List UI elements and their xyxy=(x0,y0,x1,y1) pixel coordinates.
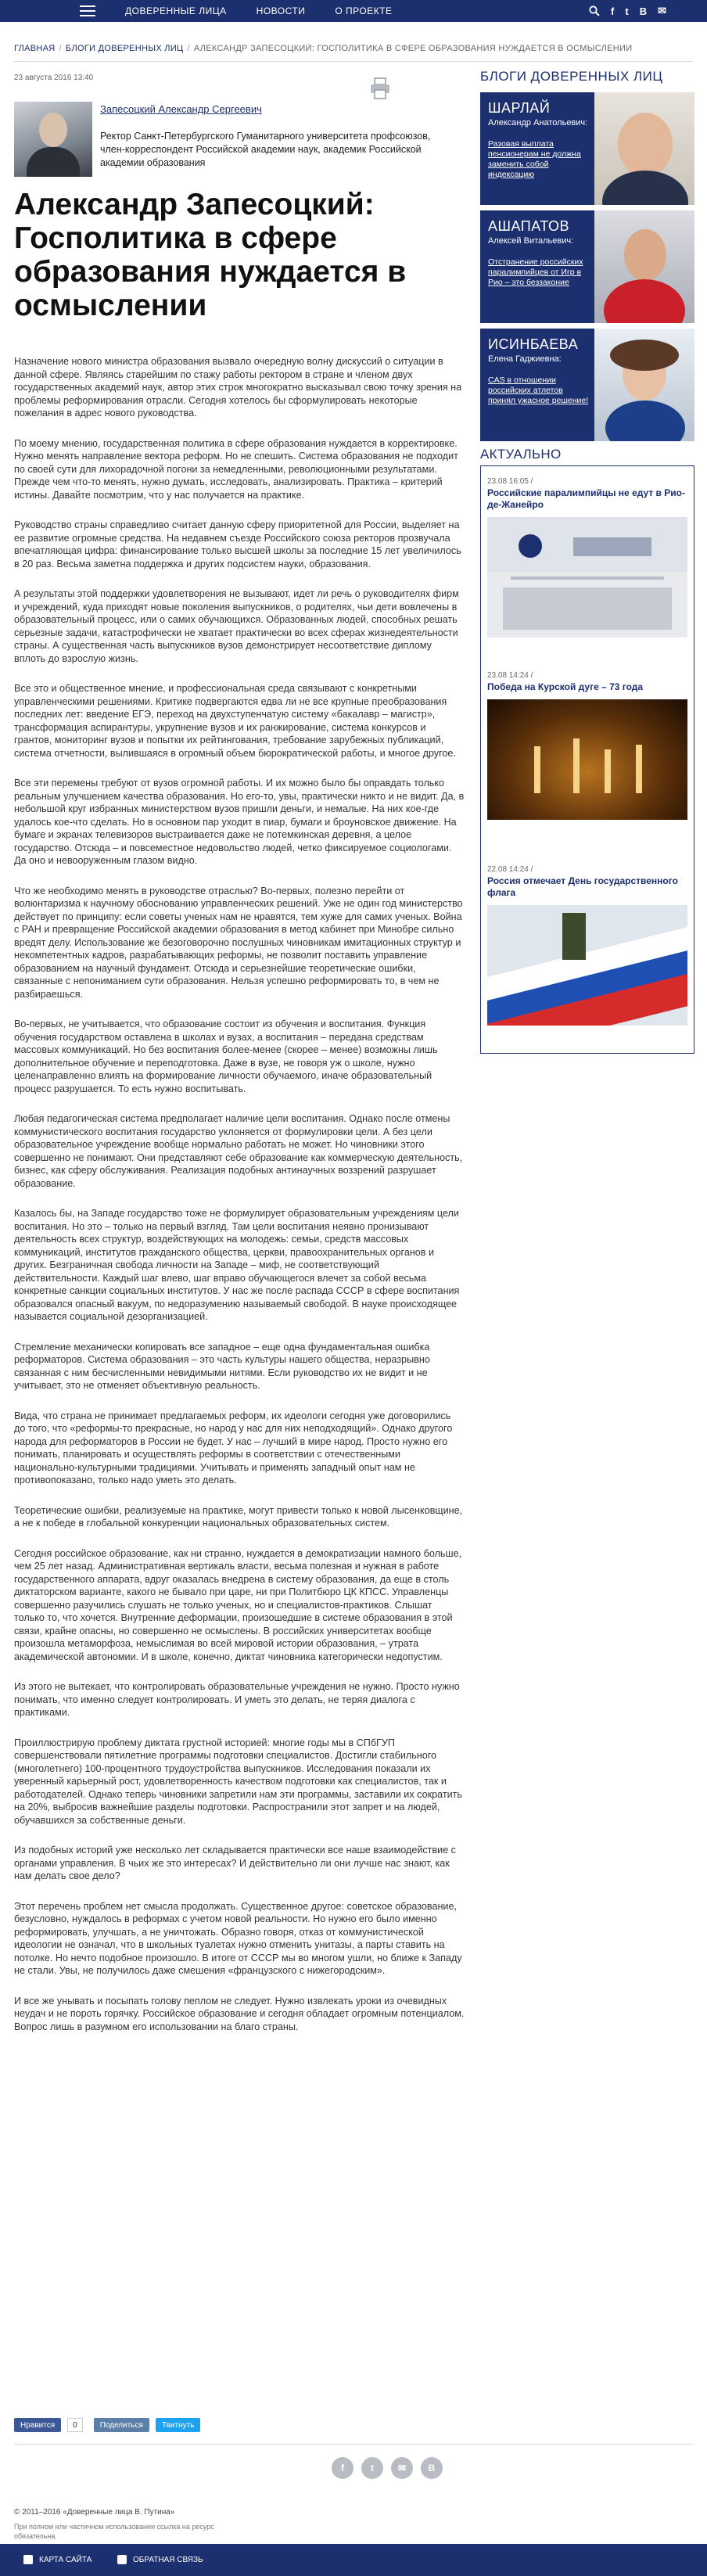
sidebar xyxy=(480,69,694,1054)
article-paragraph: Что же необходимо менять в руководстве отраслью? Во-первых, полезно перейти от волюнтаризма к научному обоснованию управленческих решений. Уже не один год министерство действует по принципу: если советы ученых нам не нравятся, тем хуже для самих ученых. Война с РАН и превращение Российской академии образования в метод кабинет при Минобре сильно вредят делу. Использование же безоговорочно послушных чиновникам имитационных структур и некомпетентных кадров, разрабатывающих реформы, не позволит поставить управление образованием на научный фундамент. Отсюда и серьезнейшие теоретические ошибки, связанные с непониманием сути образования. Нельзя успешно реформировать то, в чем не разбираешься. xyxy=(14,885,463,1000)
blogs-heading: БЛОГИ ДОВЕРЕННЫХ ЛИЦ xyxy=(480,69,663,84)
print-icon[interactable] xyxy=(369,77,391,100)
article-title: Александр Запесоцкий: Госполитика в сфере образования нуждается в осмыслении xyxy=(14,188,407,322)
article-paragraph: Руководство страны справедливо считает данную сферу приоритетной для России, выделяет на ее развитие огромные средства. На недавнем съезде Российского союза ректоров прозвучала впечатляющая цифра: финансирование только высшей школы за последние 15 лет увеличилось в 20 раз. Весьма заметна поддержка и других подсистем науки, образования. xyxy=(14,519,461,569)
blog-card[interactable] xyxy=(480,210,694,323)
tweet-label: Твитнуть xyxy=(161,2420,195,2430)
news-title-link[interactable]: Российские паралимпийцы не едут в Рио-де-Жанейро xyxy=(487,487,685,510)
mail-icon[interactable]: ✉ xyxy=(658,5,666,16)
breadcrumb xyxy=(14,44,687,55)
main-nav xyxy=(125,0,422,22)
top-navbar xyxy=(0,0,707,22)
article-paragraph: Стремление механически копировать все западное – еще одна фундаментальная ошибка реформаторов. Система образования – это часть культуры нашего общества, неразрывно связанная с ним бесчисленными невидимыми нитями. Если руководство их не видит и не учитывает, это не отменяет объективную реальность. xyxy=(14,1341,430,1391)
blog-author-surname[interactable]: ШАРЛАЙ xyxy=(488,100,551,116)
vk-icon[interactable]: B xyxy=(421,2457,443,2479)
article-paragraph: И все же унывать и посыпать голову пеплом не следует. Нужно извлекать уроки из очевидных неудач и не пороть горячку. Российское образование и сегодня обладает огромным потенциалом. Вопрос лишь в разумном его использовании на благо страны. xyxy=(14,1995,465,2032)
author-photo xyxy=(14,102,92,177)
like-count: 0 xyxy=(67,2418,83,2432)
article-paragraph: Вида, что страна не принимает предлагаемых реформ, их идеологи сегодня уже договорились до того, что «реформы-то прекрасные, но народ у нас для них неподходящий». Однако другого народа для реформаторов в России не будет. У нас – лучший в мире народ. Просто нужно его понимать, планировать и осуществлять реформы в соответствии с отечественными национально-культурными традициями. Учитывать и применять западный опыт нам не противопоказано, только надо уметь это делать. xyxy=(14,1410,453,1486)
nav-item-news[interactable]: НОВОСТИ xyxy=(256,5,306,16)
breadcrumb-home[interactable]: ГЛАВНАЯ xyxy=(14,44,56,53)
divider xyxy=(14,61,693,62)
copyright-note: При полном или частичном использовании ссылка на ресурс обязательна. xyxy=(14,2523,214,2540)
news-image xyxy=(487,905,687,1026)
article-paragraph: Назначение нового министра образования вызвало очередную волну дискуссий о ситуации в данной сфере. Являясь старейшим по стажу работы ректором в стране и членом двух государственных академий наук, автор этих строк многократно высказывал свою точку зрения на проблемы реформирования отрасли. Сегодня хотелось бы сформулировать некоторые пожелания в адрес нового руководства. xyxy=(14,356,462,419)
sitemap-icon xyxy=(23,2555,33,2564)
vk-share-label: Поделиться xyxy=(99,2420,143,2430)
author-bio: Ректор Санкт-Петербургского Гуманитарного университета профсоюзов, член-корреспондент Российской академии наук, академик Российской академии образования xyxy=(100,131,431,168)
breadcrumb-separator: / xyxy=(59,44,62,53)
feedback-icon xyxy=(117,2555,127,2564)
copyright: © 2011–2016 «Доверенные лица В. Путина» xyxy=(14,2508,175,2517)
actual-heading: АКТУАЛЬНО xyxy=(480,447,562,462)
mail-icon[interactable]: ✉ xyxy=(391,2457,413,2479)
article-date: 23 августа 2016 13:40 xyxy=(14,74,94,82)
article-paragraph: Проиллюстрирую проблему диктата грустной историей: многие годы мы в СПбГУП совершенствовали пятилетние программы подготовки специалистов. Достигли стабильного (многолетнего) 100-процентного трудоустройства выпускников. Исследования показали их уверенный карьерный рост, удовлетворенность качеством подготовки как специалистов, так и работодателей. Однако теперь чиновники запретили нам эти программы, заставили их сократить на 20%, выбросив важнейшие разделы подготовки. Распространили этот запрет и на людей, обучавшихся за собственные деньги. xyxy=(14,1737,462,1826)
blog-author-name: Александр Анатольевич: xyxy=(488,118,588,128)
nav-item-about[interactable]: О ПРОЕКТЕ xyxy=(335,5,393,16)
search-icon[interactable] xyxy=(589,5,600,16)
sitemap-label: КАРТА САЙТА xyxy=(39,2555,92,2564)
breadcrumb-separator: / xyxy=(187,44,190,53)
news-date: 23.08 16:05 / xyxy=(487,477,533,486)
article-paragraph: Сегодня российское образование, как ни странно, нуждается в демократизации намного больше, чем 25 лет назад. Административная вертикаль власти, весьма полезная и нужная в работе государственного аппарата, вдруг оказалась внедрена в систему образования, да еще в столь диктаторском варианте, какого не бывало при царе, ни при Политбюро ЦК КПСС. Управленцы совершенно разучились слушать не только ученых, но и специалистов-практиков. Слышат только то, что хочется. Внутренние деформации, произошедшие в системе образования в этой связи, крайне опасны, но совершенно не осмыслены. В российских университетах вообще произошла метаморфоза, немыслимая во всей мировой истории образования, – утрата академической автономии. И в школе, конечно, диктат чиновника категорически недопустим. xyxy=(14,1547,462,1662)
vk-icon[interactable]: B xyxy=(639,5,648,17)
divider xyxy=(14,2444,693,2445)
article-paragraph: Из подобных историй уже несколько лет складывается практически все наше взаимодействие с органами управления. В чьих же это интересах? И действительно ли они лучше нас знают, как нам делать свое дело? xyxy=(14,1845,456,1881)
article-body xyxy=(14,355,465,2050)
article-paragraph: Все это и общественное мнение, и профессиональная среда связывают с конкретными управленческими решениями. Критике подвергаются едва ли не все крупные преобразования последних лет: введение ЕГЭ, переход на двухступенчатую систему «бакалавр – магистр», трансформация аспирантуры, укрупнение вузов и их ранжирование, система конкурсов и грантов, мониторинг вузов и попытки их рейтингования, требование зарубежных публикаций, система отчетности, вылившаяся в огромный объем бюрократической работы, и многое другое. xyxy=(14,683,456,759)
article-paragraph: Казалось бы, на Западе государство тоже не формулирует образовательным учреждениям цели воспитания. Но это – только на первый взгляд. Там цели воспитания неявно пронизывают деятельность всех структур, воздействующих на молодежь: семьи, средств массовых коммуникаций, институтов гражданского общества, церкви, правоохранительных органов и других. Безграничная свобода личности на Западе – миф, не соответствующий действительности. Каждый шаг влево, шаг вправо обучающегося влечет за собой весьма конкретные санкции социальных институтов. У нас же после распада СССР в сфере воспитания образовался опасный вакуум, по недоразумению называемый свободой. В науке происходящее называется социальной дезорганизацией. xyxy=(14,1208,460,1322)
blog-card[interactable] xyxy=(480,329,694,441)
blog-post-link[interactable]: Отстранение российских паралимпийцев от Игр в Рио – это беззаконие xyxy=(488,257,583,287)
article-paragraph: Теоретические ошибки, реализуемые на практике, могут привести только к новой лысенковщине, а не к победе в глобальной конкуренции национальных образовательных систем. xyxy=(14,1504,463,1529)
article-paragraph: Любая педагогическая система предполагает наличие цели воспитания. Однако после отмены коммунистического воспитания государство уклоняется от формулировки цели. А без цели образовательное учреждение вообще нормально работать не может. Но чиновники этого совершенно не понимают. Они представляют себе образование как коммерческую деятельность, бизнес, как сферу обслуживания. Реализация подобных антинаучных воззрений разрушает образование. xyxy=(14,1113,463,1189)
blog-author-photo xyxy=(594,210,694,323)
blog-author-photo xyxy=(594,92,694,205)
blog-post-link[interactable]: CAS в отношении российских атлетов принял ужасное решение! xyxy=(488,375,589,405)
article-column xyxy=(14,74,465,2032)
share-bar xyxy=(14,2417,465,2433)
author-name-link[interactable]: Запесоцкий Александр Сергеевич xyxy=(100,103,262,115)
twitter-icon[interactable]: t xyxy=(625,5,629,17)
hamburger-menu-icon[interactable] xyxy=(80,5,95,16)
blog-post-link[interactable]: Разовая выплата пенсионерам не должна заменить собой индексацию xyxy=(488,139,581,179)
news-image xyxy=(487,699,687,820)
article-paragraph: Этот перечень проблем нет смысла продолжать. Существенное другое: советское образование, безусловно, нуждалось в реформах с учетом новой реальности. Но нужно его было именно реформировать, улучшать, а не уничтожать. Образно говоря, отказ от коммунистической идеологии не означал, что в школьных туалетах нужно отменить унитазы, а парты ставить на потолке. Но нечто подобное произошло. В итоге от СССР мы во многом ушли, но ближе к Западу не стали. Увы, не получилось даже смешения «французского с нижегородским». xyxy=(14,1900,462,1976)
news-item[interactable] xyxy=(487,865,687,1026)
article-paragraph: А результаты этой поддержки удовлетворения не вызывают, идет ли речь о руководителях фирм и учреждений, куда приходят новые поколения выпускников, о родителях, чьи дети вовлечены в образовательный процесс, или о самих обучающихся. Образованных людей, способных решать серьезные задачи, катастрофически не хватает практически во всех сферах жизнедеятельности страны. А существенная часть выпускников вузов демонстрирует несоответствие диплому вплоть до взрослую жизнь. xyxy=(14,588,459,664)
news-item[interactable] xyxy=(487,671,687,820)
news-date: 23.08 14:24 / xyxy=(487,671,533,680)
facebook-like-label: Нравится xyxy=(20,2420,56,2430)
footer-bar xyxy=(0,2544,707,2576)
feedback-label: ОБРАТНАЯ СВЯЗЬ xyxy=(133,2555,203,2564)
sitemap-link[interactable] xyxy=(23,2555,92,2564)
blog-author-photo xyxy=(594,329,694,441)
author-block xyxy=(14,102,465,177)
article-paragraph: Все эти перемены требуют от вузов огромной работы. И их можно было бы оправдать только реальным улучшением качества образования. Но его-то, увы, практически никто и не видит. Да, в небольшой круг избранных министерством вузов пришли деньги, и немалые. На них кое-где удалось кое-что сделать. Но в основном пар уходит в пиар, бумаги и броуновское движение. На бумаге и экранах телевизоров выстраивается даже не потемкинская деревня, а целое государство. Отсюда – и повсеместное недовольство людей, четко фиксируемое социологами. Да оно и невооруженным глазом видно. xyxy=(14,778,465,866)
actual-news-box xyxy=(480,465,694,1054)
breadcrumb-current: АЛЕКСАНДР ЗАПЕСОЦКИЙ: ГОСПОЛИТИКА В СФЕРЕ ОБРАЗОВАНИЯ НУЖДАЕТСЯ В ОСМЫСЛЕНИИ xyxy=(193,44,633,53)
nav-item-trusted-persons[interactable]: ДОВЕРЕННЫЕ ЛИЦА xyxy=(125,5,227,16)
article-paragraph: Из этого не вытекает, что контролировать образовательные учреждения не нужно. Просто нужно понимать, что именно следует контролировать. И уметь это делать, не теряя диалога с практиками. xyxy=(14,1681,460,1718)
tweet-button[interactable] xyxy=(156,2418,200,2432)
vk-share-button[interactable] xyxy=(94,2418,149,2432)
footer-social xyxy=(332,2457,450,2479)
header-social xyxy=(578,0,666,22)
article-paragraph: По моему мнению, государственная политика в сфере образования нуждается в корректировке. Нужно менять направление вектора реформ. Но не спешить. Система образования не подходит по своей сути для лихорадочной погони за немедленными, революционными результатами. Прежде чем что-то менять, нужно думать, исследовать, анализировать. Практика – критерий истины. Давайте посмотрим, что у нас получается на практике. xyxy=(14,437,458,501)
blog-author-surname[interactable]: АШАПАТОВ xyxy=(488,218,570,234)
news-date: 22.08 14:24 / xyxy=(487,865,533,874)
blog-author-surname[interactable]: ИСИНБАЕВА xyxy=(488,336,579,352)
feedback-link[interactable] xyxy=(117,2555,203,2564)
news-item[interactable] xyxy=(487,477,687,638)
news-image xyxy=(487,517,687,638)
breadcrumb-section[interactable]: БЛОГИ ДОВЕРЕННЫХ ЛИЦ xyxy=(65,44,184,53)
article-paragraph: Во-первых, не учитывается, что образование состоит из обучения и воспитания. Функция обучения государством оставлена в школах и вузах, а воспитания – передана средствам массовых коммуникаций. Но без воспитания более-менее (скорее – менее) возможны лишь дополнительное обучение и переподготовка. Даже в вузе, не говоря уж о школе, нужно целенаправленно влиять на формирование личности обучаемого, иначе образовательный процесс разрушается. То есть нужно воспитывать. xyxy=(14,1019,438,1094)
twitter-icon[interactable]: t xyxy=(361,2457,383,2479)
facebook-like-button[interactable] xyxy=(14,2418,61,2432)
facebook-icon[interactable]: f xyxy=(332,2457,354,2479)
blog-author-name: Алексей Витальевич: xyxy=(488,236,574,246)
blog-card[interactable] xyxy=(480,92,694,205)
blog-author-name: Елена Гаджиевна: xyxy=(488,354,562,364)
facebook-icon[interactable]: f xyxy=(611,5,615,17)
news-title-link[interactable]: Россия отмечает День государственного флага xyxy=(487,875,678,898)
news-title-link[interactable]: Победа на Курской дуге – 73 года xyxy=(487,681,644,692)
